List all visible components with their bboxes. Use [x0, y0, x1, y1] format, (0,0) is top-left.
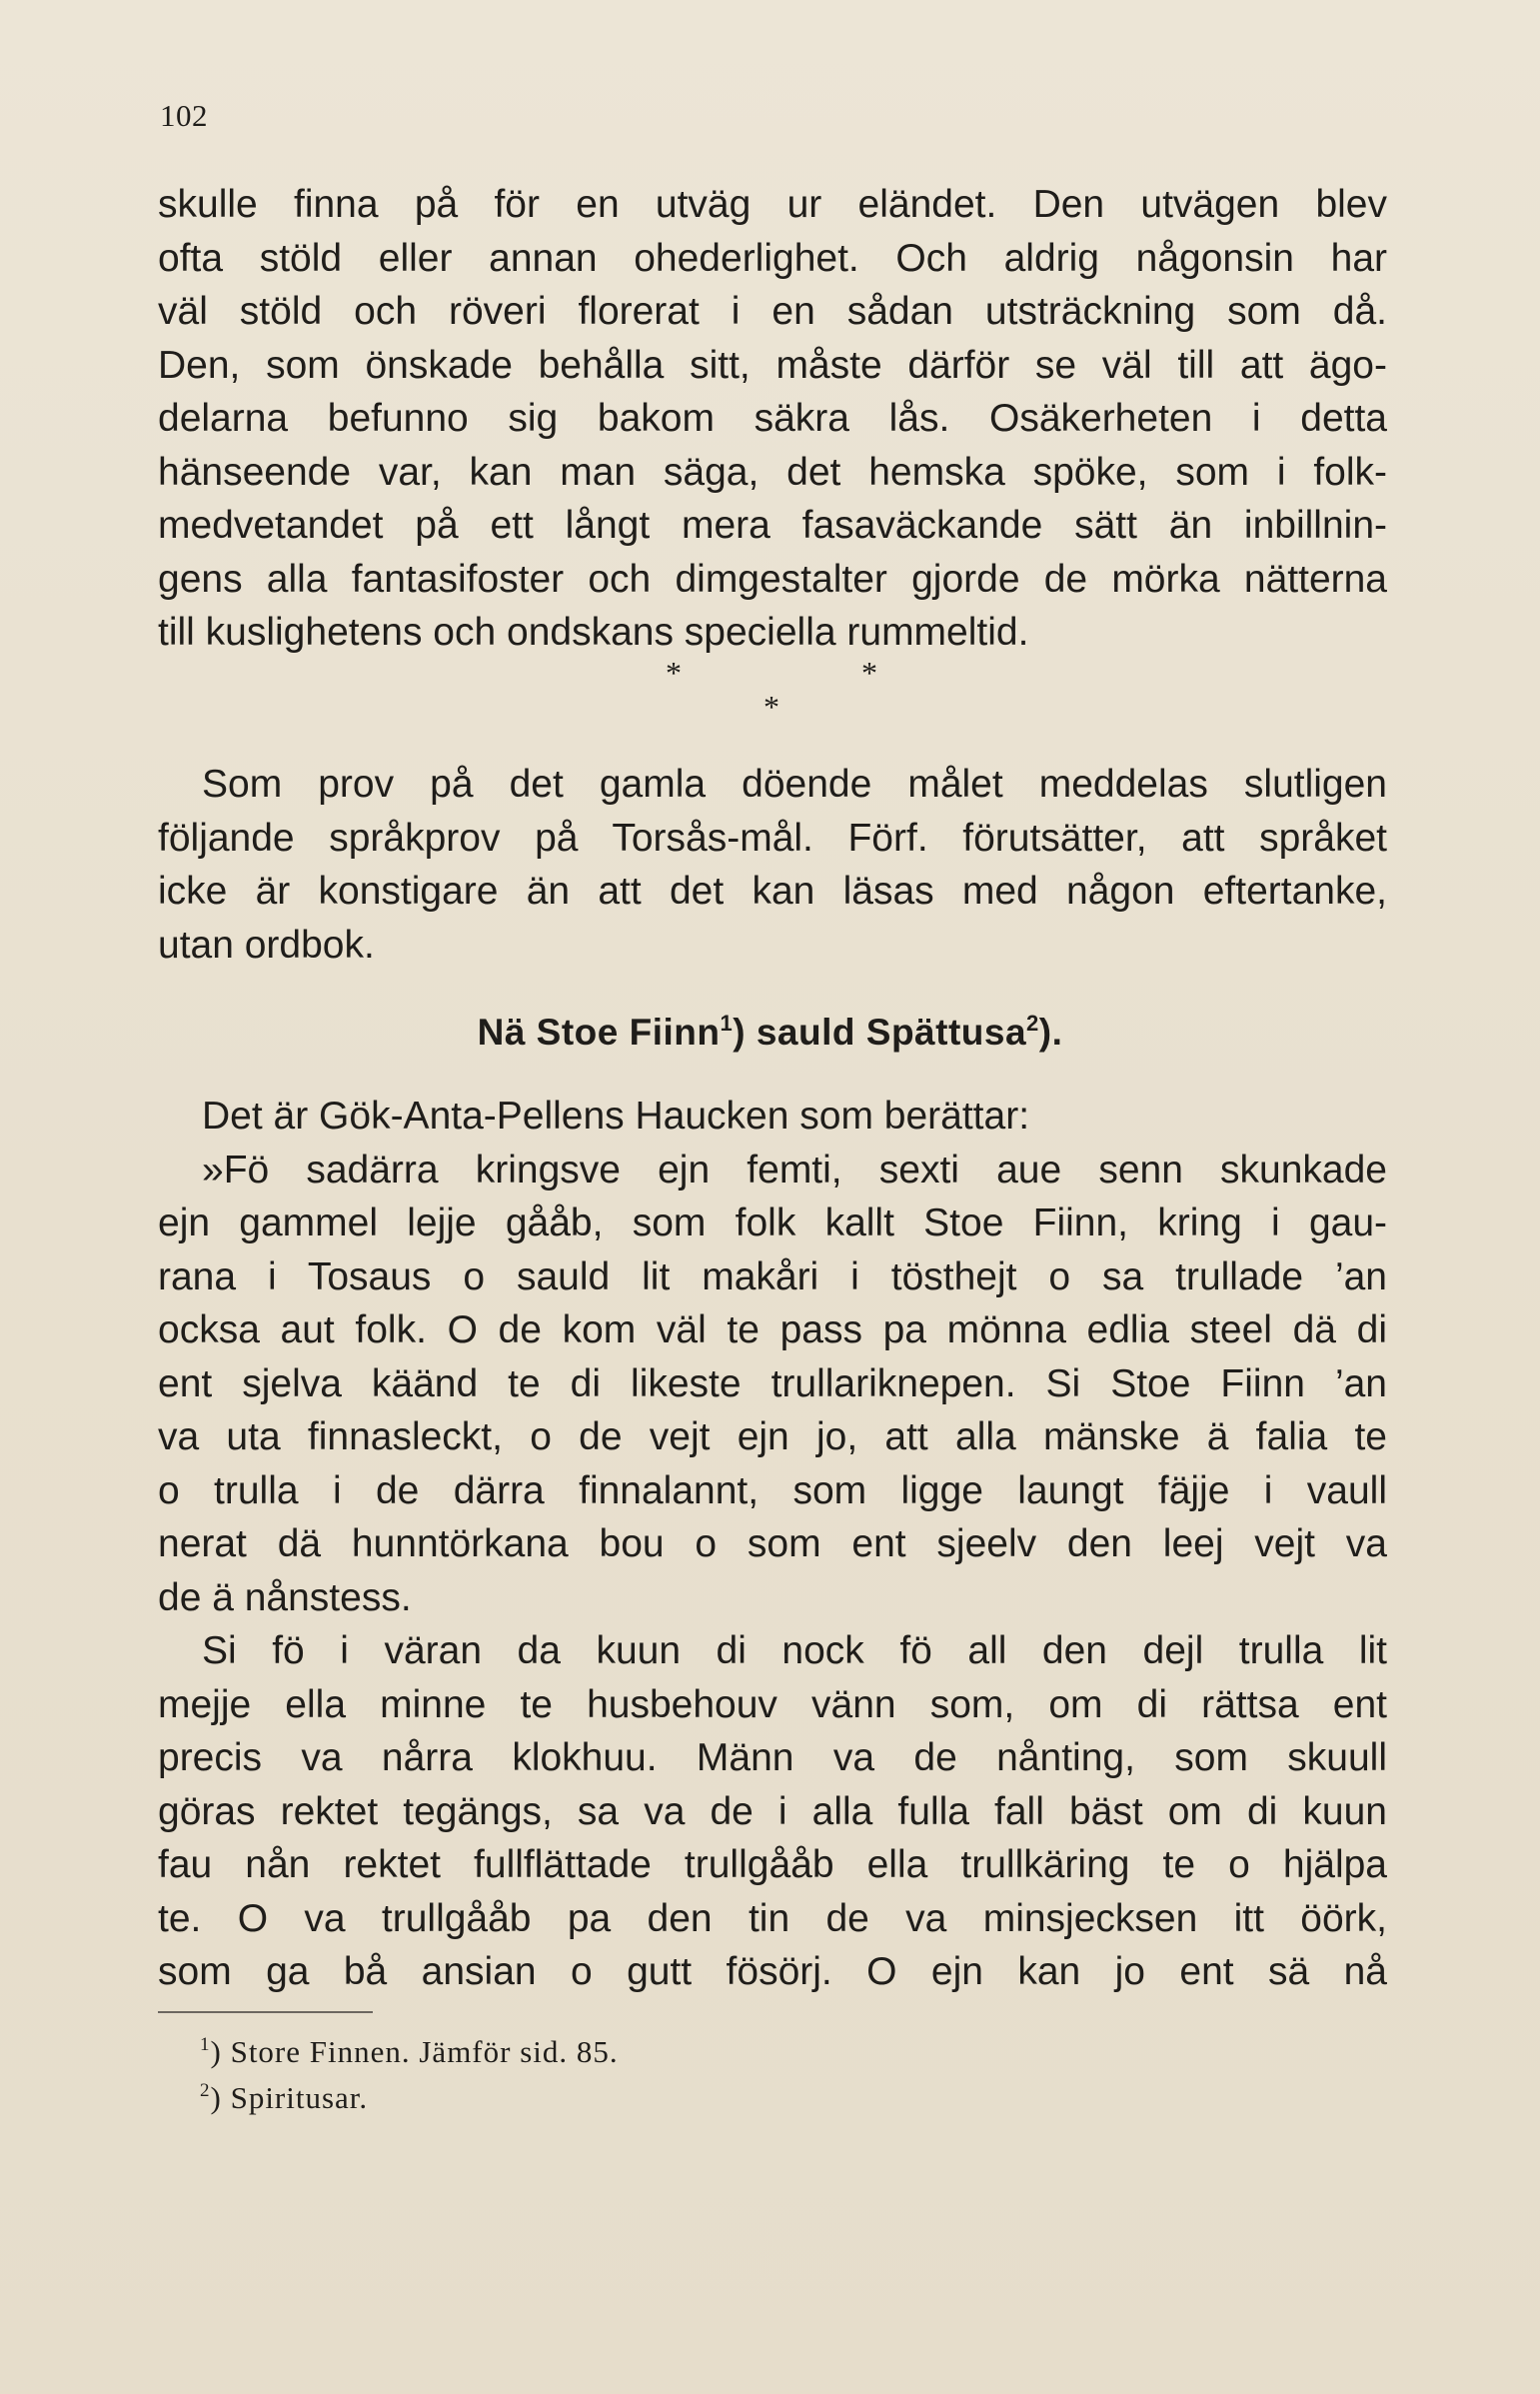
text-line: »Fö sadärra kringsve ejn femti, sexti aue senn skunkade — [202, 1148, 1387, 1192]
heading-text: ). — [1038, 1012, 1063, 1053]
text-line: hänseende var, kan man säga, det hemska spöke, som i folk- — [158, 450, 1387, 494]
heading-text: Nä Stoe Fiinn — [477, 1012, 721, 1053]
text-line: Som prov på det gamla döende målet meddelas slutligen — [202, 763, 1387, 806]
text-line: ofta stöld eller annan ohederlighet. Och aldrig någonsin har — [158, 236, 1387, 280]
page-number: 102 — [160, 98, 208, 133]
text-line: delarna befunno sig bakom säkra lås. Osäkerheten i detta — [158, 397, 1387, 440]
section-break-asterism — [0, 655, 1540, 725]
story-heading — [0, 1012, 1540, 1054]
asterisk: * — [764, 689, 779, 725]
text-line: fau nån rektet fullflättade trullgååb ella trullkäring te o hjälpa — [158, 1843, 1387, 1886]
text-line: rana i Tosaus o sauld lit makåri i tösthejt o sa trullade ’an — [158, 1254, 1387, 1298]
footnotes — [200, 2029, 619, 2121]
text-line: te. O va trullgååb pa den tin de va minsjecksen itt öörk, — [158, 1896, 1387, 1940]
footnote — [200, 2075, 619, 2121]
text-line: o trulla i de därra finnalannt, som ligge laungt fäjje i vaull — [158, 1468, 1387, 1512]
text-line: skulle finna på för en utväg ur eländet. Den utvägen blev — [158, 183, 1387, 226]
text-line: mejje ella minne te husbehouv vänn som, om di rättsa ent — [158, 1682, 1387, 1726]
text-line: följande språkprov på Torsås-mål. Förf. förutsätter, att språket — [158, 816, 1387, 860]
text-line: gens alla fantasifoster och dimgestalter gjorde de mörka nätterna — [158, 557, 1387, 601]
text-line: nerat dä hunntörkana bou o som ent sjeelv den leej vejt va — [158, 1522, 1387, 1565]
footnote-reference: 2 — [1026, 1011, 1039, 1036]
footnote-text: ) Spiritusar. — [210, 2080, 369, 2115]
text-line: ocksa aut folk. O de kom väl te pass pa mönna edlia steel dä di — [158, 1308, 1387, 1351]
footnote-number: 2 — [200, 2080, 211, 2101]
story-text — [158, 1090, 1387, 1999]
footnote-text: ) Store Finnen. Jämför sid. 85. — [210, 2034, 619, 2069]
text-line: till kuslighetens och ondskans speciella rummeltid. — [158, 611, 1029, 654]
text-line: de ä nånstess. — [158, 1575, 412, 1619]
footnote-reference: 1 — [720, 1011, 734, 1036]
text-line: väl stöld och röveri florerat i en sådan utsträckning som då. — [158, 290, 1387, 333]
text-line: ejn gammel lejje gååb, som folk kallt Stoe Fiinn, kring i gau- — [158, 1201, 1387, 1244]
text-line: ent sjelva käänd te di likeste trullariknepen. Si Stoe Fiinn ’an — [158, 1361, 1387, 1405]
heading-text: ) sauld Spättusa — [733, 1012, 1027, 1053]
paragraph-language-sample-intro — [158, 758, 1387, 972]
text-line: Den, som önskade behålla sitt, måste därför se väl till att ägo- — [158, 343, 1387, 387]
text-line: som ga bå ansian o gutt fösörj. O ejn kan jo ent sä nå — [158, 1950, 1387, 1993]
text-line: icke är konstigare än att det kan läsas med någon eftertanke, — [158, 870, 1387, 913]
footnote — [200, 2029, 619, 2075]
text-line: Si fö i väran da kuun di nock fö all den dejl trulla lit — [202, 1629, 1387, 1672]
text-line: va uta finnasleckt, o de vejt ejn jo, att alla mänske ä falia te — [158, 1415, 1387, 1458]
footnote-number: 1 — [200, 2034, 211, 2055]
asterisk: * — [861, 655, 877, 691]
text-line: medvetandet på ett långt mera fasaväckande sätt än inbillnin- — [158, 504, 1387, 547]
text-line: precis va nårra klokhuu. Männ va de nånting, som skuull — [158, 1736, 1387, 1779]
text-line: göras rektet tegängs, sa va de i alla fulla fall bäst om di kuun — [158, 1789, 1387, 1833]
asterisk: * — [666, 655, 682, 691]
text-line: utan ordbok. — [158, 923, 375, 967]
text-line: Det är Gök-Anta-Pellens Haucken som berättar: — [202, 1095, 1030, 1138]
footnote-divider — [158, 2011, 373, 2013]
paragraph-intro — [158, 178, 1387, 660]
